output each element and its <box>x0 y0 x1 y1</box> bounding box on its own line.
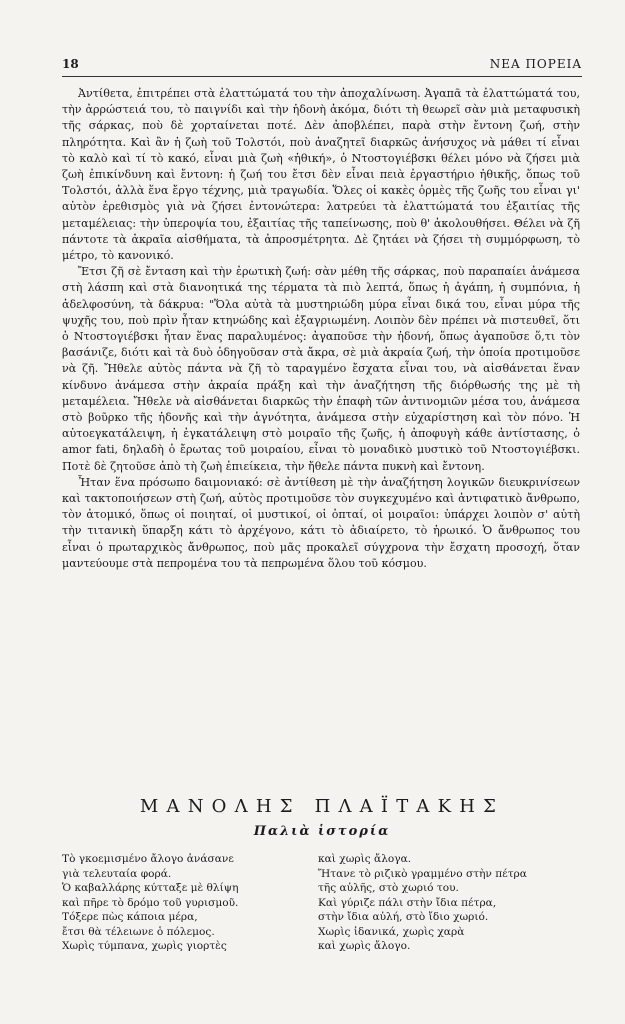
poem-line: καὶ χωρὶς ἄλογα. <box>318 853 412 865</box>
poem-line: Χωρὶς τύμπανα, χωρὶς γιορτὲς <box>62 940 227 952</box>
poem-line: τῆς αὐλῆς, στὸ χωριό του. <box>318 882 459 894</box>
paragraph: Ἦταν ἕνα πρόσωπο δαιμονιακό: σὲ ἀντίθεση μὲ τὴν ἀναζήτηση λογικῶν διευκρινίσεων καὶ τακτοποιήσεων στὴ ζωή, αὐτὸς προτιμοῦσε τὸν συγκεχυμένο καὶ ἀντιφατικὸ ἄνθρωπο, τὸν ἀτομικό, ὅπως οἱ ποιηταί, οἱ μυστικοί, οἱ ὀπταί, οἱ μοιραῖοι: ὑπάρχει λοιπὸν σ' αὐτὴ τὴν τιτανικὴ ὕπαρξη κάτι τὸ ἀρχέγονο, κάτι τὸ ἀδιαίρετο, τὸ ἡρωικό. Ὁ ἄνθρωπος του εἶναι ὁ πρωταρχικὸς ἄνθρωπος, ποὺ μᾶς προκαλεῖ σύγχρονα τὴν ἔσχατη προσοχή, ὅταν μαντεύουμε στὰ πεπρομένα του τὰ πεπρωμένα ὅλου τοῦ κόσμου. <box>62 475 580 570</box>
poem-line: Τὸ γκοεμισμένο ἄλογο ἀνάσανε <box>62 853 234 865</box>
poem-line: Τόξερε πὼς κάποια μέρα, <box>62 911 198 923</box>
poem-right-column <box>318 852 582 954</box>
poem-line: Χωρὶς ἰδανικά, χωρὶς χαρὰ <box>318 925 465 938</box>
poem-line: καὶ πῆρε τὸ δρόμο τοῦ γυρισμοῦ. <box>62 896 239 909</box>
poem-line: ἔτσι θὰ τέλειωνε ὁ πόλεμος. <box>62 925 215 938</box>
page-number: 18 <box>62 57 79 71</box>
paragraph: Ἀντίθετα, ἐπιτρέπει στὰ ἐλαττώματά του τὴν ἀποχαλίνωση. Ἀγαπᾶ τὰ ἐλαττώματά του, τὴν ἀρρώστειά του, τὸ παιγνίδι καὶ τὴν ἡδονὴ ἀκόμα, διότι τὴ θεωρεῖ σὰν μιὰ μεταφυσικὴ τῆς σάρκας, ποὺ δὲ χορταίνεται ποτέ. Δὲν ἀποβλέπει, παρὰ στὴν ἔντονη ζωή, στὴν πληρότητα. Καὶ ἂν ἡ ζωὴ τοῦ Τολστόι, ποὺ ἀναζητεῖ διαρκῶς ἀνήσυχος νὰ μάθει τί εἶναι τὸ καλὸ καὶ τί τὸ κακό, εἶναι μιὰ ζωὴ «ἠθική», ὁ Ντοστογιέβσκι θέλει μόνο νὰ ζήσει μιὰ ζωὴ ἐπικίνδυνη καὶ ἔντονη: ἡ ζωή του ἔτσι δὲν εἶναι πειὰ ἐργαστήριο ἠθικῆς, ὅπως τοῦ Τολστόι, ἀλλὰ ἕνα ἔργο τέχνης, μιὰ τραγωδία. Ὅλες οἱ κακὲς ὁρμὲς τῆς ζωῆς του εἶναι γι' αὐτὸν ἐρεθισμὸς γιὰ νὰ ζήσει ἐντονώτερα: λατρεύει τὰ ἐλαττώματά του ἐξαιτίας τῆς μεταμέλειας: τὴν ὑπεροψία του, ἐξαιτίας τῆς ταπείνωσης, ποὺ θ' ἀκολουθήσει. Θέλει νὰ ζῆ πάντοτε τὰ ἀκραῖα αἰσθήματα, τὰ ἀπροσμέτρητα. Δὲ ζητάει νὰ ζήσει τὴ συμμόρφωση, τὸ μέτρο, τὸ κανονικό. <box>62 87 580 263</box>
header-rule <box>62 76 582 77</box>
paragraph: Ἔτσι ζῆ σὲ ἔνταση καὶ τὴν ἐρωτικὴ ζωή: σὰν μέθη τῆς σάρκας, ποὺ παραπαίει ἀνάμεσα στὴ λάσπη καὶ στὰ διανοητικά της τέρματα τὰ πιὸ λεπτά, ὅπως ἡ ἀγάπη, ἡ συμπόνια, ἡ ἀδελφοσύνη, τὰ δάκρυα: "Ὅλα αὐτὰ τὰ μυστηριώδη μύρα εἶναι δικά του, εἶναι μύρα τῆς ψυχῆς του, ποὺ πρὶν ἦταν κτηνώδης καὶ ἐξαγριωμένη. Λοιπὸν δὲν πρέπει νὰ πιστευθεῖ, ὅτι ὁ Ντοστογιέβσκι ἦταν ἕνας παραλυμένος: ἀγαποῦσε τὴν ἡδονή, ὅπως ἀγαποῦσε ὅ,τι τὸν βασάνιζε, διότι καὶ τὰ δυὸ ὁδηγοῦσαν στὰ ἄκρα, σὲ μιὰ ἀκραία ζωή, τὴν ὁποία προτιμοῦσε νὰ ζῆ. Ἤθελε αὐτὸς πάντα νὰ ζῆ τὸ ταραγμένο ἔσχατα εἶναι του, νὰ αἰσθάνεται ἕναν κίνδυνο ἀνάμεσα στὴν ἀκραία πράξη καὶ τὴν ἀναζήτηση τῆς διόρθωσής της μὲ τὴ μεταμέλεια. Ἤθελε νὰ αἰσθάνεται διαρκῶς τὴν ἐπαφὴ τῶν ἀντινομιῶν μέσα του, ἀνάμεσα στὸ βοῦρκο τῆς ἡδονῆς καὶ τὴν ἁγνότητα, ἀνάμεσα στὴν εὐχαρίστηση καὶ τὸν πόνο. Ἡ αὐτοεγκατάλειψη, ἡ ἐγκατάλειψη στὸ μοιραῖο τῆς ζωῆς, ἡ ἀποφυγὴ κάθε ἀντίστασης, ὁ amor fati, δηλαδὴ ὁ ἔρωτας τοῦ μοιραίου, εἶναι τὸ μοναδικὸ μυστικὸ τοῦ Ντοστογιέβσκι. Ποτὲ δὲ ζητοῦσε ἀπὸ τὴ ζωὴ ἐπιείκεια, τὴν ἤθελε πάντα πυκνὴ καὶ ἔντονη. <box>62 265 580 473</box>
poem-line: Ἤτανε τὸ ριζικὸ γραμμένο στὴν πέτρα <box>318 867 527 880</box>
poem-line: καὶ χωρὶς ἄλογο. <box>318 940 411 952</box>
journal-name: ΝΕΑ ΠΟΡΕΙΑ <box>489 57 582 71</box>
poem-left-column <box>62 852 312 954</box>
poem-author: ΜΑΝΟΛΗΣ ΠΛΑΪΤΑΚΗΣ <box>139 796 505 817</box>
poem-title: Παλιὰ ἱστορία <box>253 824 391 839</box>
poem-line: Καὶ γύριζε πάλι στὴν ἴδια πέτρα, <box>318 896 497 909</box>
essay-text <box>62 86 580 572</box>
poem-line: γιὰ τελευταία φορά. <box>62 867 172 880</box>
poem-line: Ὁ καβαλλάρης κύτταξε μὲ θλίψη <box>62 882 239 894</box>
poem-line: στὴν ἴδια αὐλή, στὸ ἴδιο χωριό. <box>318 911 489 923</box>
